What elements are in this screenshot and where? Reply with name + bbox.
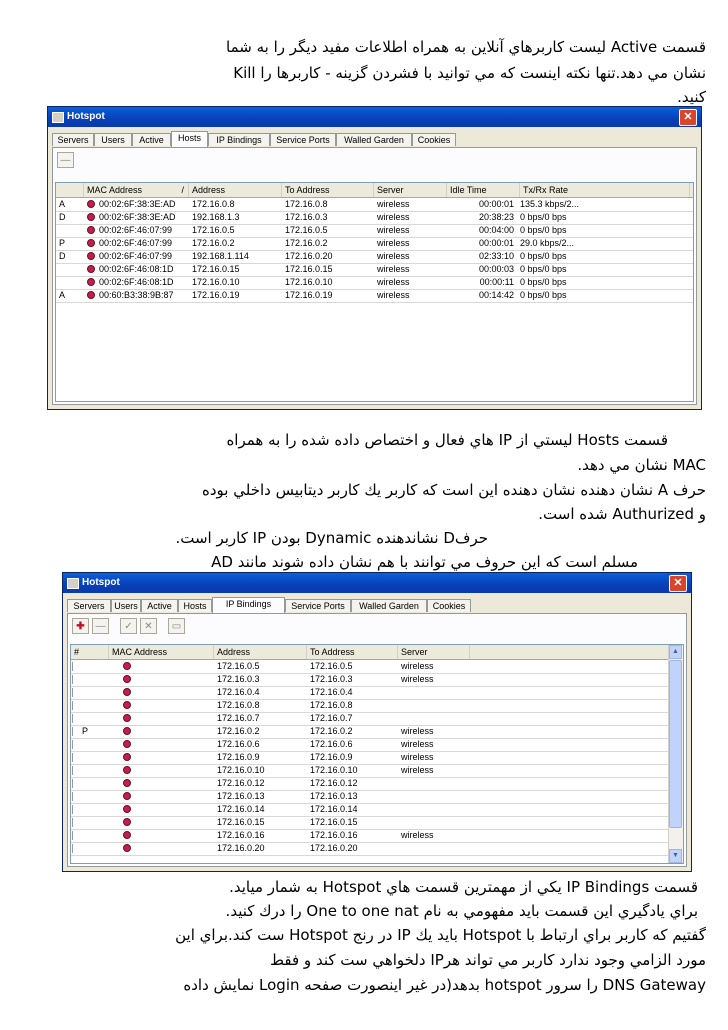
text-line: DNS Gateway را سرور hotspot بدهد(در غير اينصورت صفحه Login نمايش داده [183, 976, 706, 994]
cell-mac: 00:02:6F:38:3E:AD [99, 199, 176, 209]
cell-flag: D [59, 251, 66, 261]
tab-servers[interactable]: Servers [67, 599, 111, 612]
cell-mac: 00:02:6F:46:07:99 [99, 251, 173, 261]
cell-idle: 00:00:01 [478, 199, 514, 209]
table-row[interactable] [71, 829, 669, 843]
cell-address: 172.16.0.14 [217, 804, 265, 814]
cell-server [398, 777, 470, 790]
cell-idle: 00:00:01 [478, 238, 514, 248]
row-marker-icon [72, 805, 75, 814]
user-icon [123, 779, 131, 787]
cell-server [398, 712, 470, 725]
cell-address: 172.16.0.10 [217, 765, 265, 775]
cell-idle: 00:14:42 [478, 290, 514, 300]
tab-active[interactable]: Active [141, 599, 178, 612]
cell-flag: D [59, 212, 66, 222]
app-icon [52, 112, 64, 123]
cell-flag [79, 712, 99, 725]
cell-flag [79, 803, 99, 816]
cell-address: 172.16.0.16 [217, 830, 265, 840]
cell-idle: 00:04:00 [478, 225, 514, 235]
user-icon [87, 226, 95, 234]
cell-server: wireless [401, 726, 434, 736]
row-marker-icon [72, 766, 75, 775]
text-line: نشان مي دهد.تنها نكته اينست كه مي توانيد با فشردن گزينه - كاربرها را Kill [233, 64, 706, 82]
cell-server: wireless [377, 225, 410, 235]
col-to-address[interactable]: To Address [282, 183, 374, 197]
cell-flag [79, 777, 99, 790]
table-row[interactable] [71, 751, 669, 765]
disable-button[interactable]: ✕ [140, 618, 157, 634]
row-marker-icon [72, 792, 75, 801]
text-line: حرف A نشان دهنده نشان دهنده اين است كه كاربر يك كاربر ديتابيس داخلي بوده [202, 481, 706, 499]
cell-flag [79, 816, 99, 829]
cell-server [398, 842, 470, 855]
user-icon [123, 792, 131, 800]
tab-hosts[interactable]: Hosts [171, 131, 208, 147]
user-icon [87, 239, 95, 247]
row-marker-icon [72, 701, 75, 710]
cell-address: 172.16.0.9 [217, 752, 260, 762]
table-row[interactable] [71, 738, 669, 752]
comment-button[interactable]: ▭ [168, 618, 185, 634]
vertical-scrollbar[interactable] [668, 645, 683, 863]
cell-idle: 00:00:03 [478, 264, 514, 274]
user-icon [123, 844, 131, 852]
table-row[interactable] [71, 803, 669, 817]
cell-rate: 0 bps/0 bps [520, 225, 567, 235]
cell-address: 172.16.0.7 [217, 713, 260, 723]
cell-rate: 0 bps/0 bps [520, 264, 567, 274]
row-marker-icon [72, 818, 75, 827]
cell-server: wireless [401, 739, 434, 749]
table-row[interactable] [71, 790, 669, 804]
cell-server [398, 803, 470, 816]
user-icon [87, 291, 95, 299]
row-marker-icon [72, 727, 75, 736]
user-icon [87, 278, 95, 286]
tab-walled-garden[interactable]: Walled Garden [336, 133, 412, 146]
user-icon [87, 213, 95, 221]
cell-to: 172.16.0.12 [310, 778, 358, 788]
intro-active-paragraph [0, 0, 728, 110]
cell-to: 172.16.0.3 [285, 212, 328, 222]
row-marker-icon [72, 675, 75, 684]
cell-address: 172.16.0.2 [192, 238, 235, 248]
cell-to: 172.16.0.13 [310, 791, 358, 801]
cell-address: 172.16.0.3 [217, 674, 260, 684]
hotspot-ip-bindings-window [62, 572, 692, 872]
app-icon [67, 578, 79, 589]
user-icon [87, 265, 95, 273]
cell-flag: P [59, 238, 66, 248]
text-line: گفتيم كه كاربر براي ارتباط با Hotspot بايد يك IP در رنج Hotspot ست كند.براي اين [175, 926, 706, 944]
hosts-panel [52, 147, 697, 405]
text-line: كنيد. [677, 88, 706, 106]
cell-mac: 00:02:6F:46:07:99 [99, 238, 173, 248]
table-row[interactable] [71, 777, 669, 791]
cell-idle: 02:33:10 [478, 251, 514, 261]
cell-to: 172.16.0.9 [310, 752, 353, 762]
table-header [71, 645, 669, 660]
window-titlebar [48, 107, 701, 127]
tab-service-ports[interactable]: Service Ports [270, 133, 336, 146]
cell-to: 172.16.0.5 [310, 661, 353, 671]
cell-to: 172.16.0.7 [310, 713, 353, 723]
user-icon [123, 701, 131, 709]
cell-to: 172.16.0.20 [285, 251, 333, 261]
tab-users[interactable]: Users [111, 599, 141, 612]
cell-to: 172.16.0.2 [285, 238, 328, 248]
cell-server: wireless [401, 661, 434, 671]
cell-server: wireless [377, 212, 410, 222]
cell-server [398, 816, 470, 829]
text-line: MAC نشان مي دهد. [577, 456, 706, 474]
cell-address: 192.168.1.114 [192, 251, 249, 261]
text-line: و Authurized شده است. [538, 505, 706, 523]
text-line: قسمت Hosts ليستي از IP هاي فعال و اختصاص داده شده را به همراه [226, 431, 668, 449]
cell-address: 192.168.1.3 [192, 212, 240, 222]
hotspot-hosts-window [47, 106, 702, 410]
table-header [56, 183, 693, 198]
cell-server: wireless [377, 277, 410, 287]
cell-server [398, 686, 470, 699]
user-icon [87, 252, 95, 260]
cell-flag: A [59, 290, 66, 300]
col-idle-time[interactable]: Idle Time [447, 183, 520, 197]
cell-to: 172.16.0.19 [285, 290, 333, 300]
user-icon [123, 766, 131, 774]
row-marker-icon [72, 753, 75, 762]
user-icon [123, 662, 131, 670]
col-flag[interactable] [56, 183, 84, 197]
user-icon [123, 818, 131, 826]
cell-address: 172.16.0.15 [192, 264, 240, 274]
ip-bindings-description-paragraph [0, 872, 728, 1030]
cell-flag [79, 660, 99, 673]
window-title: Hotspot [82, 577, 120, 588]
tab-cookies[interactable]: Cookies [412, 133, 456, 146]
cell-to: 172.16.0.3 [310, 674, 353, 684]
table-row[interactable] [56, 263, 693, 277]
cell-server: wireless [401, 752, 434, 762]
table-row[interactable] [71, 673, 669, 687]
col-address[interactable]: Address [189, 183, 282, 197]
user-icon [87, 200, 95, 208]
cell-flag [79, 738, 99, 751]
cell-mac: 00:02:6F:46:07:99 [99, 225, 173, 235]
cell-flag: A [59, 199, 66, 209]
scroll-down-button[interactable]: ▼ [669, 849, 682, 863]
enable-button[interactable]: ✓ [120, 618, 137, 634]
cell-flag [56, 276, 84, 289]
col-number[interactable]: # [71, 645, 109, 659]
cell-server: wireless [401, 765, 434, 775]
cell-address: 172.16.0.13 [217, 791, 265, 801]
cell-server: wireless [377, 238, 410, 248]
cell-rate: 135.3 kbps/2... [520, 199, 580, 209]
col-mac-address[interactable] [84, 183, 189, 197]
cell-server: wireless [377, 251, 410, 261]
table-row[interactable] [71, 842, 669, 856]
ip-bindings-panel [67, 613, 687, 867]
cell-flag [79, 686, 99, 699]
cell-rate: 0 bps/0 bps [520, 290, 567, 300]
cell-rate: 0 bps/0 bps [520, 251, 567, 261]
cell-mac: 00:60:B3:38:9B:87 [99, 290, 174, 300]
cell-server: wireless [377, 290, 410, 300]
cell-flag: P [82, 726, 89, 736]
cell-to: 172.16.0.10 [310, 765, 358, 775]
add-button[interactable]: ✚ [72, 618, 89, 634]
cell-flag [79, 699, 99, 712]
table-row[interactable] [56, 237, 693, 251]
row-marker-icon [72, 779, 75, 788]
close-button[interactable]: ✕ [679, 109, 697, 126]
row-marker-icon [72, 714, 75, 723]
tab-strip [67, 597, 687, 613]
cell-address: 172.16.0.19 [192, 290, 240, 300]
table-row[interactable] [56, 289, 693, 303]
row-marker-icon [72, 688, 75, 697]
table-row[interactable] [56, 211, 693, 225]
cell-to: 172.16.0.5 [285, 225, 328, 235]
tab-walled-garden[interactable]: Walled Garden [351, 599, 427, 612]
remove-button[interactable]: — [57, 152, 74, 168]
col-mac-address[interactable]: MAC Address [109, 645, 214, 659]
tab-ip-bindings[interactable]: IP Bindings [208, 133, 270, 146]
cell-mac: 00:02:6F:38:3E:AD [99, 212, 176, 222]
user-icon [123, 714, 131, 722]
cell-address: 172.16.0.20 [217, 843, 265, 853]
cell-address: 172.16.0.5 [192, 225, 235, 235]
row-marker-icon [72, 831, 75, 840]
scroll-up-button[interactable]: ▲ [669, 645, 682, 659]
tab-cookies[interactable]: Cookies [427, 599, 471, 612]
cell-to: 172.16.0.10 [285, 277, 333, 287]
cell-server: wireless [377, 199, 410, 209]
cell-to: 172.16.0.16 [310, 830, 358, 840]
row-marker-icon [72, 662, 75, 671]
cell-rate: 0 bps/0 bps [520, 212, 567, 222]
cell-flag [79, 829, 99, 842]
cell-address: 172.16.0.2 [217, 726, 260, 736]
cell-server [398, 699, 470, 712]
cell-flag [79, 751, 99, 764]
cell-to: 172.16.0.20 [310, 843, 358, 853]
col-label: MAC Address [87, 185, 143, 195]
text-line: براي يادگيري اين قسمت بايد مفهومي به نام One to one nat را درك كنيد. [225, 902, 698, 920]
user-icon [123, 675, 131, 683]
cell-flag [56, 263, 84, 276]
sort-indicator: / [181, 185, 184, 195]
text-line: مورد الزامي وجود ندارد كاربر مي تواند هرIP دلخواهي ست كند و فقط [270, 951, 706, 969]
text-line: مسلم است كه اين حروف مي توانند با هم نشان داده شوند مانند AD [211, 553, 638, 571]
cell-to: 172.16.0.8 [285, 199, 328, 209]
cell-to: 172.16.0.2 [310, 726, 353, 736]
tab-ip-bindings[interactable]: IP Bindings [212, 597, 285, 613]
col-to-address[interactable]: To Address [307, 645, 398, 659]
user-icon [123, 740, 131, 748]
scroll-thumb[interactable] [669, 660, 682, 828]
user-icon [123, 753, 131, 761]
hosts-description-paragraph [0, 425, 728, 575]
cell-rate: 29.0 kbps/2... [520, 238, 575, 248]
cell-address: 172.16.0.6 [217, 739, 260, 749]
col-server[interactable]: Server [398, 645, 470, 659]
table-row[interactable] [71, 712, 669, 726]
tab-users[interactable]: Users [94, 133, 132, 146]
cell-to: 172.16.0.8 [310, 700, 353, 710]
cell-address: 172.16.0.5 [217, 661, 260, 671]
cell-mac: 00:02:6F:46:08:1D [99, 277, 174, 287]
cell-server [398, 790, 470, 803]
cell-address: 172.16.0.8 [217, 700, 260, 710]
cell-address: 172.16.0.12 [217, 778, 265, 788]
table-row[interactable] [71, 686, 669, 700]
col-tx-rx-rate[interactable]: Tx/Rx Rate [520, 183, 690, 197]
cell-flag [79, 764, 99, 777]
user-icon [123, 727, 131, 735]
table-row[interactable] [71, 699, 669, 713]
table-row[interactable] [71, 725, 669, 739]
tab-service-ports[interactable]: Service Ports [285, 599, 351, 612]
table-row[interactable] [71, 816, 669, 830]
cell-idle: 20:38:23 [478, 212, 514, 222]
row-marker-icon [72, 740, 75, 749]
table-row[interactable] [71, 764, 669, 778]
cell-address: 172.16.0.8 [192, 199, 235, 209]
cell-address: 172.16.0.15 [217, 817, 265, 827]
window-titlebar [63, 573, 691, 593]
table-row[interactable] [71, 660, 669, 674]
row-marker-icon [72, 844, 75, 853]
text-line: قسمت IP Bindings يكي از مهمترين قسمت هاي Hotspot به شمار ميايد. [229, 878, 698, 896]
cell-to: 172.16.0.14 [310, 804, 358, 814]
cell-flag [56, 224, 84, 237]
tab-servers[interactable]: Servers [52, 133, 94, 146]
close-button[interactable]: ✕ [669, 575, 687, 592]
cell-to: 172.16.0.15 [285, 264, 333, 274]
cell-flag [79, 842, 99, 855]
hosts-table [55, 182, 694, 402]
remove-button[interactable]: — [92, 618, 109, 634]
cell-flag [79, 790, 99, 803]
table-row[interactable] [56, 198, 693, 212]
col-address[interactable]: Address [214, 645, 307, 659]
table-row[interactable] [56, 224, 693, 238]
cell-server: wireless [401, 674, 434, 684]
table-row[interactable] [56, 276, 693, 290]
user-icon [123, 688, 131, 696]
cell-flag [79, 673, 99, 686]
text-line: حرفD نشاندهنده Dynamic بودن IP كاربر است. [175, 529, 488, 547]
user-icon [123, 831, 131, 839]
cell-mac: 00:02:6F:46:08:1D [99, 264, 174, 274]
cell-to: 172.16.0.4 [310, 687, 353, 697]
cell-server: wireless [377, 264, 410, 274]
cell-address: 172.16.0.4 [217, 687, 260, 697]
cell-idle: 00:00:11 [479, 277, 514, 287]
tab-hosts[interactable]: Hosts [178, 599, 212, 612]
col-server[interactable]: Server [374, 183, 447, 197]
text-line: قسمت Active ليست كاربرهاي آنلاين به همراه اطلاعات مفيد ديگر را به شما [226, 38, 706, 56]
user-icon [123, 805, 131, 813]
window-title: Hotspot [67, 111, 105, 122]
cell-server: wireless [401, 830, 434, 840]
ip-bindings-table [70, 644, 684, 864]
cell-to: 172.16.0.6 [310, 739, 353, 749]
cell-to: 172.16.0.15 [310, 817, 358, 827]
cell-address: 172.16.0.10 [192, 277, 240, 287]
table-row[interactable] [56, 250, 693, 264]
tab-active[interactable]: Active [132, 133, 171, 146]
tab-strip [52, 131, 697, 147]
cell-rate: 0 bps/0 bps [520, 277, 567, 287]
